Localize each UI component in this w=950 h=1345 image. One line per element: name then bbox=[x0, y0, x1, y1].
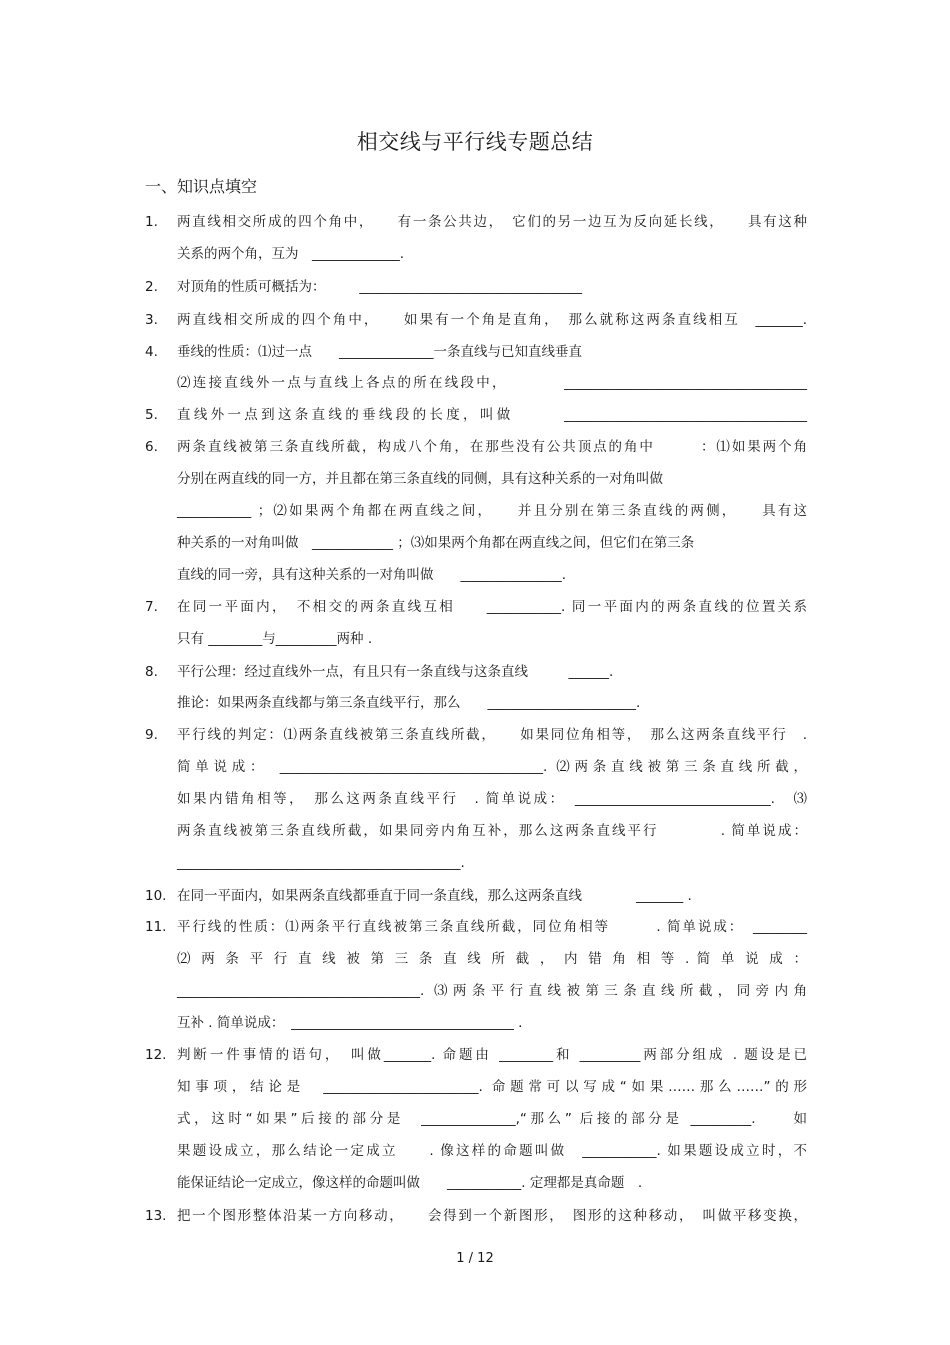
item-number: 7. bbox=[145, 599, 158, 615]
section-heading: 一、知识点填空 bbox=[145, 177, 258, 196]
item-line: 平行公理：经过直线外一点，有且只有一条直线与这条直线 ______. bbox=[177, 664, 614, 680]
item-line: ⑵连接直线外一点与直线上各点的所在线段中， ____________________________________ bbox=[177, 375, 807, 391]
item-line: 两直线相交所成的四个角中， 如果有一个角是直角， 那么就称这两条直线相互 _______. bbox=[177, 312, 807, 328]
item-number: 13. bbox=[145, 1208, 167, 1224]
item-line: ____________________________________. ⑶两条平行直线被第三条直线所截，同旁内角 bbox=[177, 983, 807, 999]
item-number: 3. bbox=[145, 312, 158, 328]
item-number: 2. bbox=[145, 279, 158, 295]
item-line: 两条直线被第三条直线所截，构成八个角，在那些没有公共顶点的角中 ：⑴如果两个角 bbox=[177, 439, 807, 455]
item-line: 关系的两个角，互为 _____________. bbox=[177, 246, 405, 262]
item-line: __________________________________________. bbox=[177, 855, 465, 871]
page-title: 相交线与平行线专题总结 bbox=[356, 130, 594, 154]
item-number: 10. bbox=[145, 888, 167, 904]
item-line: 种关系的一对角叫做 ____________ ；⑶如果两个角都在两直线之间，但它们在第三条 bbox=[177, 535, 695, 551]
item-line: 直线外一点到这条直线的垂线段的长度，叫做 ____________________________________ bbox=[177, 407, 807, 423]
item-line: 只有 ________与_________两种 . bbox=[177, 631, 373, 647]
item-line: 把一个图形整体沿某一方向移动， 会得到一个新图形， 图形的这种移动， 叫做平移变换， bbox=[177, 1208, 807, 1224]
item-line: 垂线的性质：⑴过一点 ______________一条直线与已知直线垂直 bbox=[177, 344, 582, 360]
item-line: 平行线的性质：⑴两条平行直线被第三条直线所截，同位角相等 . 简单说成： ________ bbox=[177, 919, 807, 935]
item-line: 知事项，结论是 _______________________. 命题常可以写成“如果……那么……”的形 bbox=[177, 1079, 807, 1095]
item-number: 11. bbox=[145, 919, 167, 935]
item-number: 12. bbox=[145, 1047, 167, 1063]
item-line: 互补 . 简单说成： _________________________________ . bbox=[177, 1015, 523, 1031]
item-number: 4. bbox=[145, 344, 158, 360]
item-line: 式，这时“如果”后接的部分是 ______________,“那么” 后接的部分是 _________. 如 bbox=[177, 1111, 807, 1127]
item-line: ___________ ；⑵如果两个角都在两直线之间， 并且分别在第三条直线的两侧， 具有这 bbox=[177, 503, 807, 519]
item-line: 对顶角的性质可概括为： _________________________________ bbox=[177, 279, 582, 295]
item-line: 判断一件事情的语句， 叫做_______. 命题由 ________和 _________两部分组成 . 题设是已 bbox=[177, 1047, 807, 1063]
item-number: 5. bbox=[145, 407, 158, 423]
item-line: 简单说成： _______________________________________. ⑵两条直线被第三条直线所截， bbox=[177, 759, 807, 775]
item-line: 两条直线被第三条直线所截，如果同旁内角互补，那么这两条直线平行 . 简单说成： bbox=[177, 823, 807, 839]
item-line: 果题设成立，那么结论一定成立 . 像这样的命题叫做 ___________. 如果题设成立时，不 bbox=[177, 1143, 807, 1159]
item-line: 两直线相交所成的四个角中， 有一条公共边， 它们的另一边互为反向延长线， 具有这种 bbox=[177, 214, 807, 230]
item-line: 直线的同一旁，具有这种关系的一对角叫做 _______________. bbox=[177, 567, 567, 583]
item-line: 如果内错角相等， 那么这两条直线平行 . 简单说成： _____________________________. ⑶ bbox=[177, 791, 807, 807]
item-number: 6. bbox=[145, 439, 158, 455]
item-line: 在同一平面内， 不相交的两条直线互相 ___________. 同一平面内的两条直线的位置关系 bbox=[177, 599, 807, 615]
page-number: 1 / 12 bbox=[456, 1251, 494, 1266]
item-line: ⑵ 两 条 平 行 直 线 被 第 三 条 直 线 所 截 ， 内 错 角 相 等 . 简 单 说 成 ： bbox=[177, 951, 807, 967]
item-number: 9. bbox=[145, 727, 158, 743]
item-line: 在同一平面内，如果两条直线都垂直于同一条直线，那么这两条直线 _______ . bbox=[177, 888, 692, 904]
item-line: 推论：如果两条直线都与第三条直线平行，那么 ______________________. bbox=[177, 695, 641, 711]
item-line: 分别在两直线的同一方，并且都在第三条直线的同侧，具有这种关系的一对角叫做 bbox=[177, 471, 663, 487]
item-line: 能保证结论一定成立，像这样的命题叫做 ___________. 定理都是真命题 . bbox=[177, 1175, 643, 1191]
item-number: 8. bbox=[145, 664, 158, 680]
item-number: 1. bbox=[145, 214, 158, 230]
item-line: 平行线的判定：⑴两条直线被第三条直线所截， 如果同位角相等， 那么这两条直线平行 . bbox=[177, 727, 807, 743]
